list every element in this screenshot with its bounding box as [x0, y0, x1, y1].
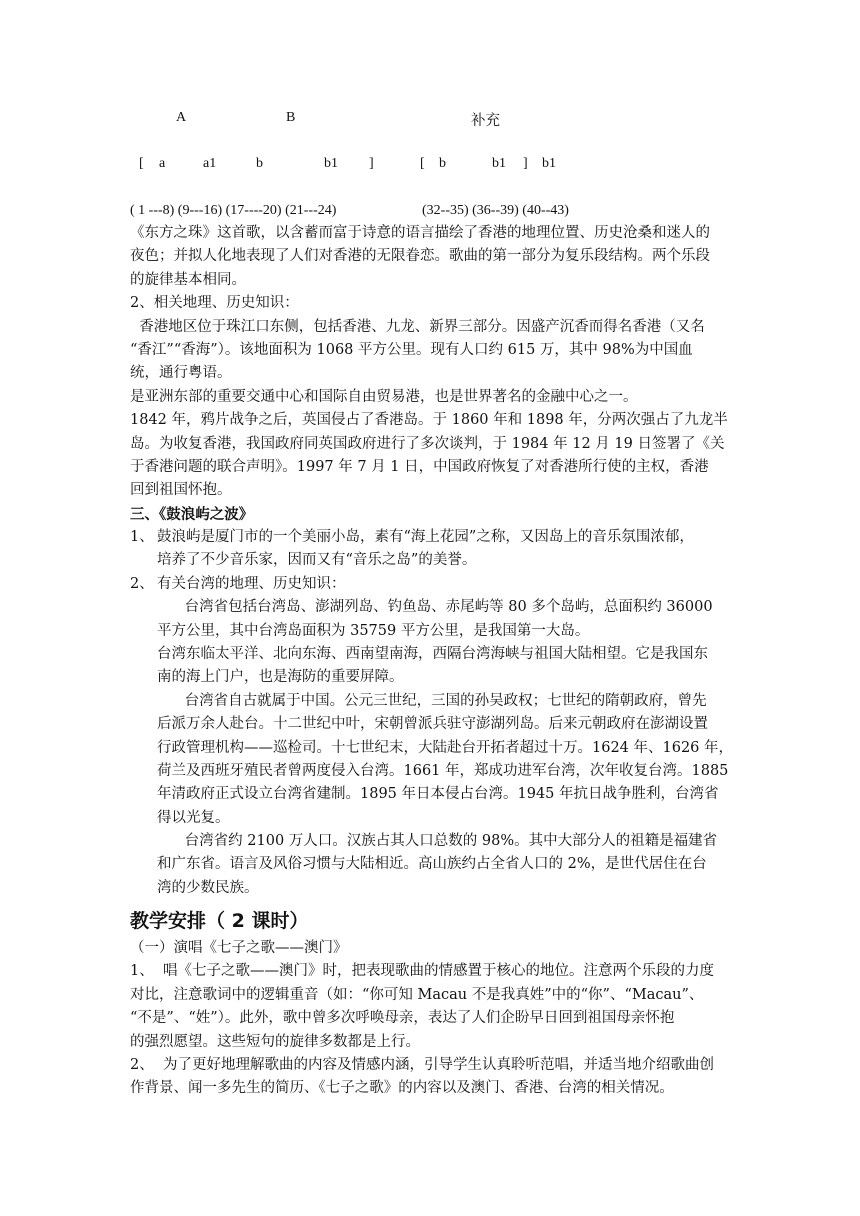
text-line: 南的海上门户，也是海防的重要屏障。 — [157, 669, 404, 686]
text-line: 1842 年，鸦片战争之后，英国侵占了香港岛。于 1860 年和 1898 年，分两次强占了九龙半 — [130, 412, 728, 429]
text-line: 后派万余人赴台。十二世纪中叶，宋朝曾派兵驻守澎湖列岛。后来元朝政府在澎湖设置 — [157, 716, 708, 733]
text-line: 培养了不少音乐家，因而又有“音乐之岛”的美誉。 — [157, 552, 477, 569]
text-line: 湾的少数民族。 — [157, 879, 259, 896]
phrase-b1: b1 — [324, 156, 338, 171]
section-label-a: A — [176, 110, 187, 125]
bracket-open-1: [ — [139, 156, 144, 171]
text-line: 鼓浪屿是厦门市的一个美丽小岛，素有“海上花园”之称，又因岛上的音乐氛围浓郁， — [157, 529, 694, 545]
text-line: 对比，注意歌词中的逻辑重音（如：“你可知 Macau 不是我真姓”中的“你”、“Macau”、 — [130, 986, 704, 1003]
text-line: 回到祖国怀抱。 — [130, 482, 232, 499]
text-line: 香港地区位于珠江口东侧，包括香港、九龙、新界三部分。因盛产沉香而得名香港（又名 — [130, 318, 705, 335]
section-label-b: B — [286, 110, 296, 125]
text-line: 《东方之珠》这首歌，以含蓄而富于诗意的语言描绘了香港的地理位置、历史沧桑和迷人的 — [130, 225, 710, 241]
text-line: 台湾东临太平洋、北向东海、西南望南海，西隔台湾海峡与祖国大陆相望。它是我国东 — [157, 645, 708, 662]
text-line: 的旋律基本相同。 — [130, 271, 246, 288]
item-number: 1、 — [130, 529, 154, 545]
bar-ranges-left: ( 1 ---8) (9---16) (17----20) (21---24) — [130, 203, 337, 218]
text-line: 是亚洲东部的重要交通中心和国际自由贸易港，也是世界著名的金融中心之一。 — [130, 388, 638, 405]
text-line: 和广东省。语言及风俗习惯与大陆相近。高山族约占全省人口的 2%，是世代居住在台 — [157, 856, 707, 873]
text-line: 得以光复。 — [157, 809, 230, 826]
teaching-heading: 教学安排（ 2 课时） — [130, 910, 309, 932]
text-line: 有关台湾的地理、历史知识： — [157, 575, 346, 592]
text-line: 夜色；并拟人化地表现了人们对香港的无限眷恋。歌曲的第一部分为复乐段结构。两个乐段 — [130, 248, 710, 265]
bracket-close-1: ] — [369, 156, 374, 171]
phrase-b-2: b — [439, 156, 446, 171]
text-line: 2、相关地理、历史知识： — [130, 295, 299, 312]
section-heading-gulangyu: 三、《鼓浪屿之波》 — [130, 505, 254, 523]
east-pearl-section — [130, 222, 730, 526]
section-label-supplement: 补充 — [471, 113, 500, 129]
teaching-section — [130, 937, 730, 1101]
text-line: 于香港问题的联合声明》。1997 年 7 月 1 日，中国政府恢复了对香港所行使的主权，香港 — [130, 458, 709, 475]
text-line: 岛。为收复香港，我国政府同英国政府进行了多次谈判，于 1984 年 12 月 19 日签署了《关 — [130, 435, 725, 452]
bracket-close-2: ] — [523, 156, 528, 171]
text-line: 的强烈愿望。这些短句的旋律多数都是上行。 — [130, 1033, 420, 1050]
text-line: 平方公里，其中台湾岛面积为 35759 平方公里，是我国第一大岛。 — [157, 622, 590, 639]
text-line: “不是”、“姓”）。此外，歌中曾多次呼唤母亲，表达了人们企盼早日回到祖国母亲怀抱 — [130, 1010, 675, 1027]
subsection-title: （一）演唱《七子之歌——澳门》 — [130, 940, 348, 956]
text-line: 荷兰及西班牙殖民者曾两度侵入台湾。1661 年，郑成功进军台湾，次年收复台湾。1885 — [157, 762, 729, 779]
item-number: 2、 — [130, 575, 154, 592]
phrase-b: b — [256, 156, 263, 171]
text-line: 行政管理机构——巡检司。十七世纪末，大陆赴台开拓者超过十万。1624 年、1626 年， — [157, 739, 734, 756]
text-line: 年清政府正式设立台湾省建制。1895 年日本侵占台湾。1945 年抗日战争胜利，台湾省 — [157, 786, 719, 803]
text-line: 台湾省约 2100 万人口。汉族占其人口总数的 98%。其中大部分人的祖籍是福建省 — [157, 833, 718, 850]
text-line: “香江”“香海”）。该地面积为 1068 平方公里。现有人口约 615 万，其中 98%为中国血 — [130, 341, 693, 358]
bar-ranges-right: (32--35) (36--39) (40--43) — [422, 203, 569, 218]
text-line: 台湾省自古就属于中国。公元三世纪，三国的孙吴政权；七世纪的隋朝政府，曾先 — [157, 692, 707, 709]
text-line: 1、 唱《七子之歌——澳门》时，把表现歌曲的情感置于核心的地位。注意两个乐段的力度 — [130, 963, 714, 980]
text-line: 台湾省包括台湾岛、澎湖列岛、钓鱼岛、赤尾屿等 80 多个岛屿，总面积约 36000 — [157, 599, 713, 616]
bracket-open-2: [ — [420, 156, 425, 171]
phrase-a1: a1 — [203, 156, 217, 171]
phrase-b1-3: b1 — [542, 156, 556, 171]
text-line: 2、 为了更好地理解歌曲的内容及情感内涵，引导学生认真聆听范唱，并适当地介绍歌曲创 — [130, 1056, 714, 1073]
gulangyu-section — [130, 526, 734, 900]
text-line: 作背景、闻一多先生的简历、《七子之歌》的内容以及澳门、香港、台湾的相关情况。 — [130, 1080, 674, 1097]
text-line: 统，通行粤语。 — [130, 365, 232, 382]
phrase-b1-2: b1 — [492, 156, 506, 171]
phrase-a: a — [159, 156, 166, 171]
